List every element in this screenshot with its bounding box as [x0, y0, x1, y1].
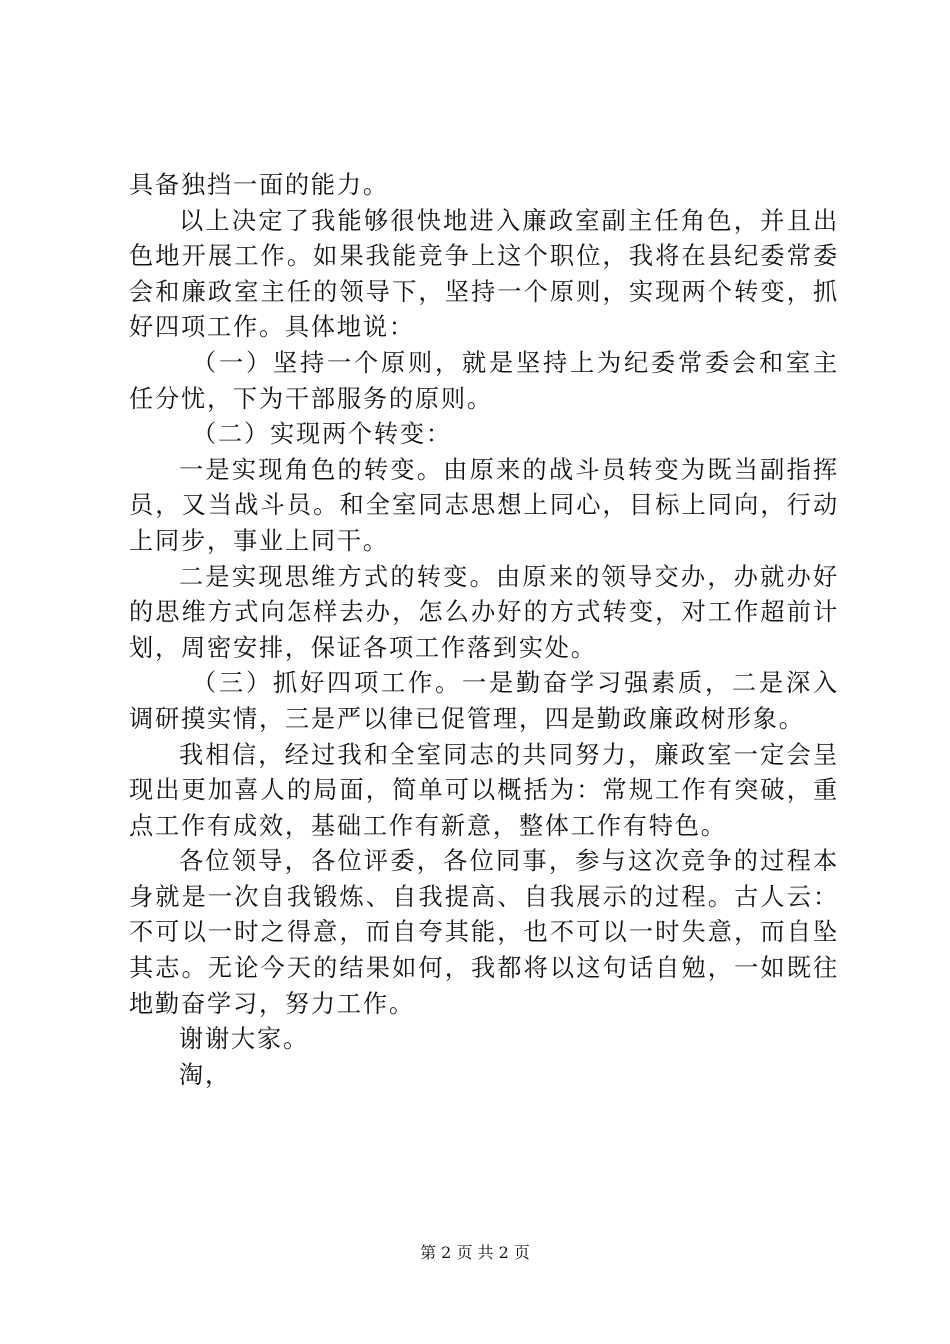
- paragraph-thanks: 谢谢大家。: [179, 1025, 309, 1054]
- paragraph-continuation: 具备独挡一面的能力。: [129, 171, 389, 199]
- document-body: [129, 168, 839, 1093]
- paragraph-change-two: 二是实现思维方式的转变。由原来的领导交办，办就办好的思维方式向怎样去办，怎么办好的方式转变，对工作超前计划，周密安排，保证各项工作落到实处。: [129, 562, 839, 662]
- page-number-footer: 第 2 页 共 2 页: [420, 1243, 530, 1262]
- paragraph-belief: 我相信，经过我和全室同志的共同努力，廉政室一定会呈现出更加喜人的局面，简单可以概括为：常规工作有突破，重点工作有成效，基础工作有新意，整体工作有特色。: [129, 740, 839, 840]
- paragraph-intro: 以上决定了我能够很快地进入廉政室副主任角色，并且出色地开展工作。如果我能竞争上这个职位，我将在县纪委常委会和廉政室主任的领导下，坚持一个原则，实现两个转变，抓好四项工作。具体地说：: [129, 206, 839, 342]
- paragraph-principle: （一）坚持一个原则，就是坚持上为纪委常委会和室主任分忧，下为干部服务的原则。: [129, 348, 839, 413]
- paragraph-trailing: 淘，: [179, 1060, 231, 1089]
- paragraph-change-one: 一是实现角色的转变。由原来的战斗员转变为既当副指挥员，又当战斗员。和全室同志思想上同心，目标上同向，行动上同步，事业上同干。: [129, 455, 839, 555]
- paragraph-two-changes-heading: （二）实现两个转变：: [192, 420, 452, 449]
- paragraph-four-tasks: （三）抓好四项工作。一是勤奋学习强素质，二是深入调研摸实情，三是严以律已促管理，四是勤政廉政树形象。: [129, 669, 839, 733]
- paragraph-closing: 各位领导，各位评委，各位同事，参与这次竞争的过程本身就是一次自我锻炼、自我提高、自我展示的过程。古人云：不可以一时之得意，而自夸其能，也不可以一时失意，而自坠其志。无论今天的结果如何，我都将以这句话自勉，一如既往地勤奋学习，努力工作。: [129, 847, 839, 1018]
